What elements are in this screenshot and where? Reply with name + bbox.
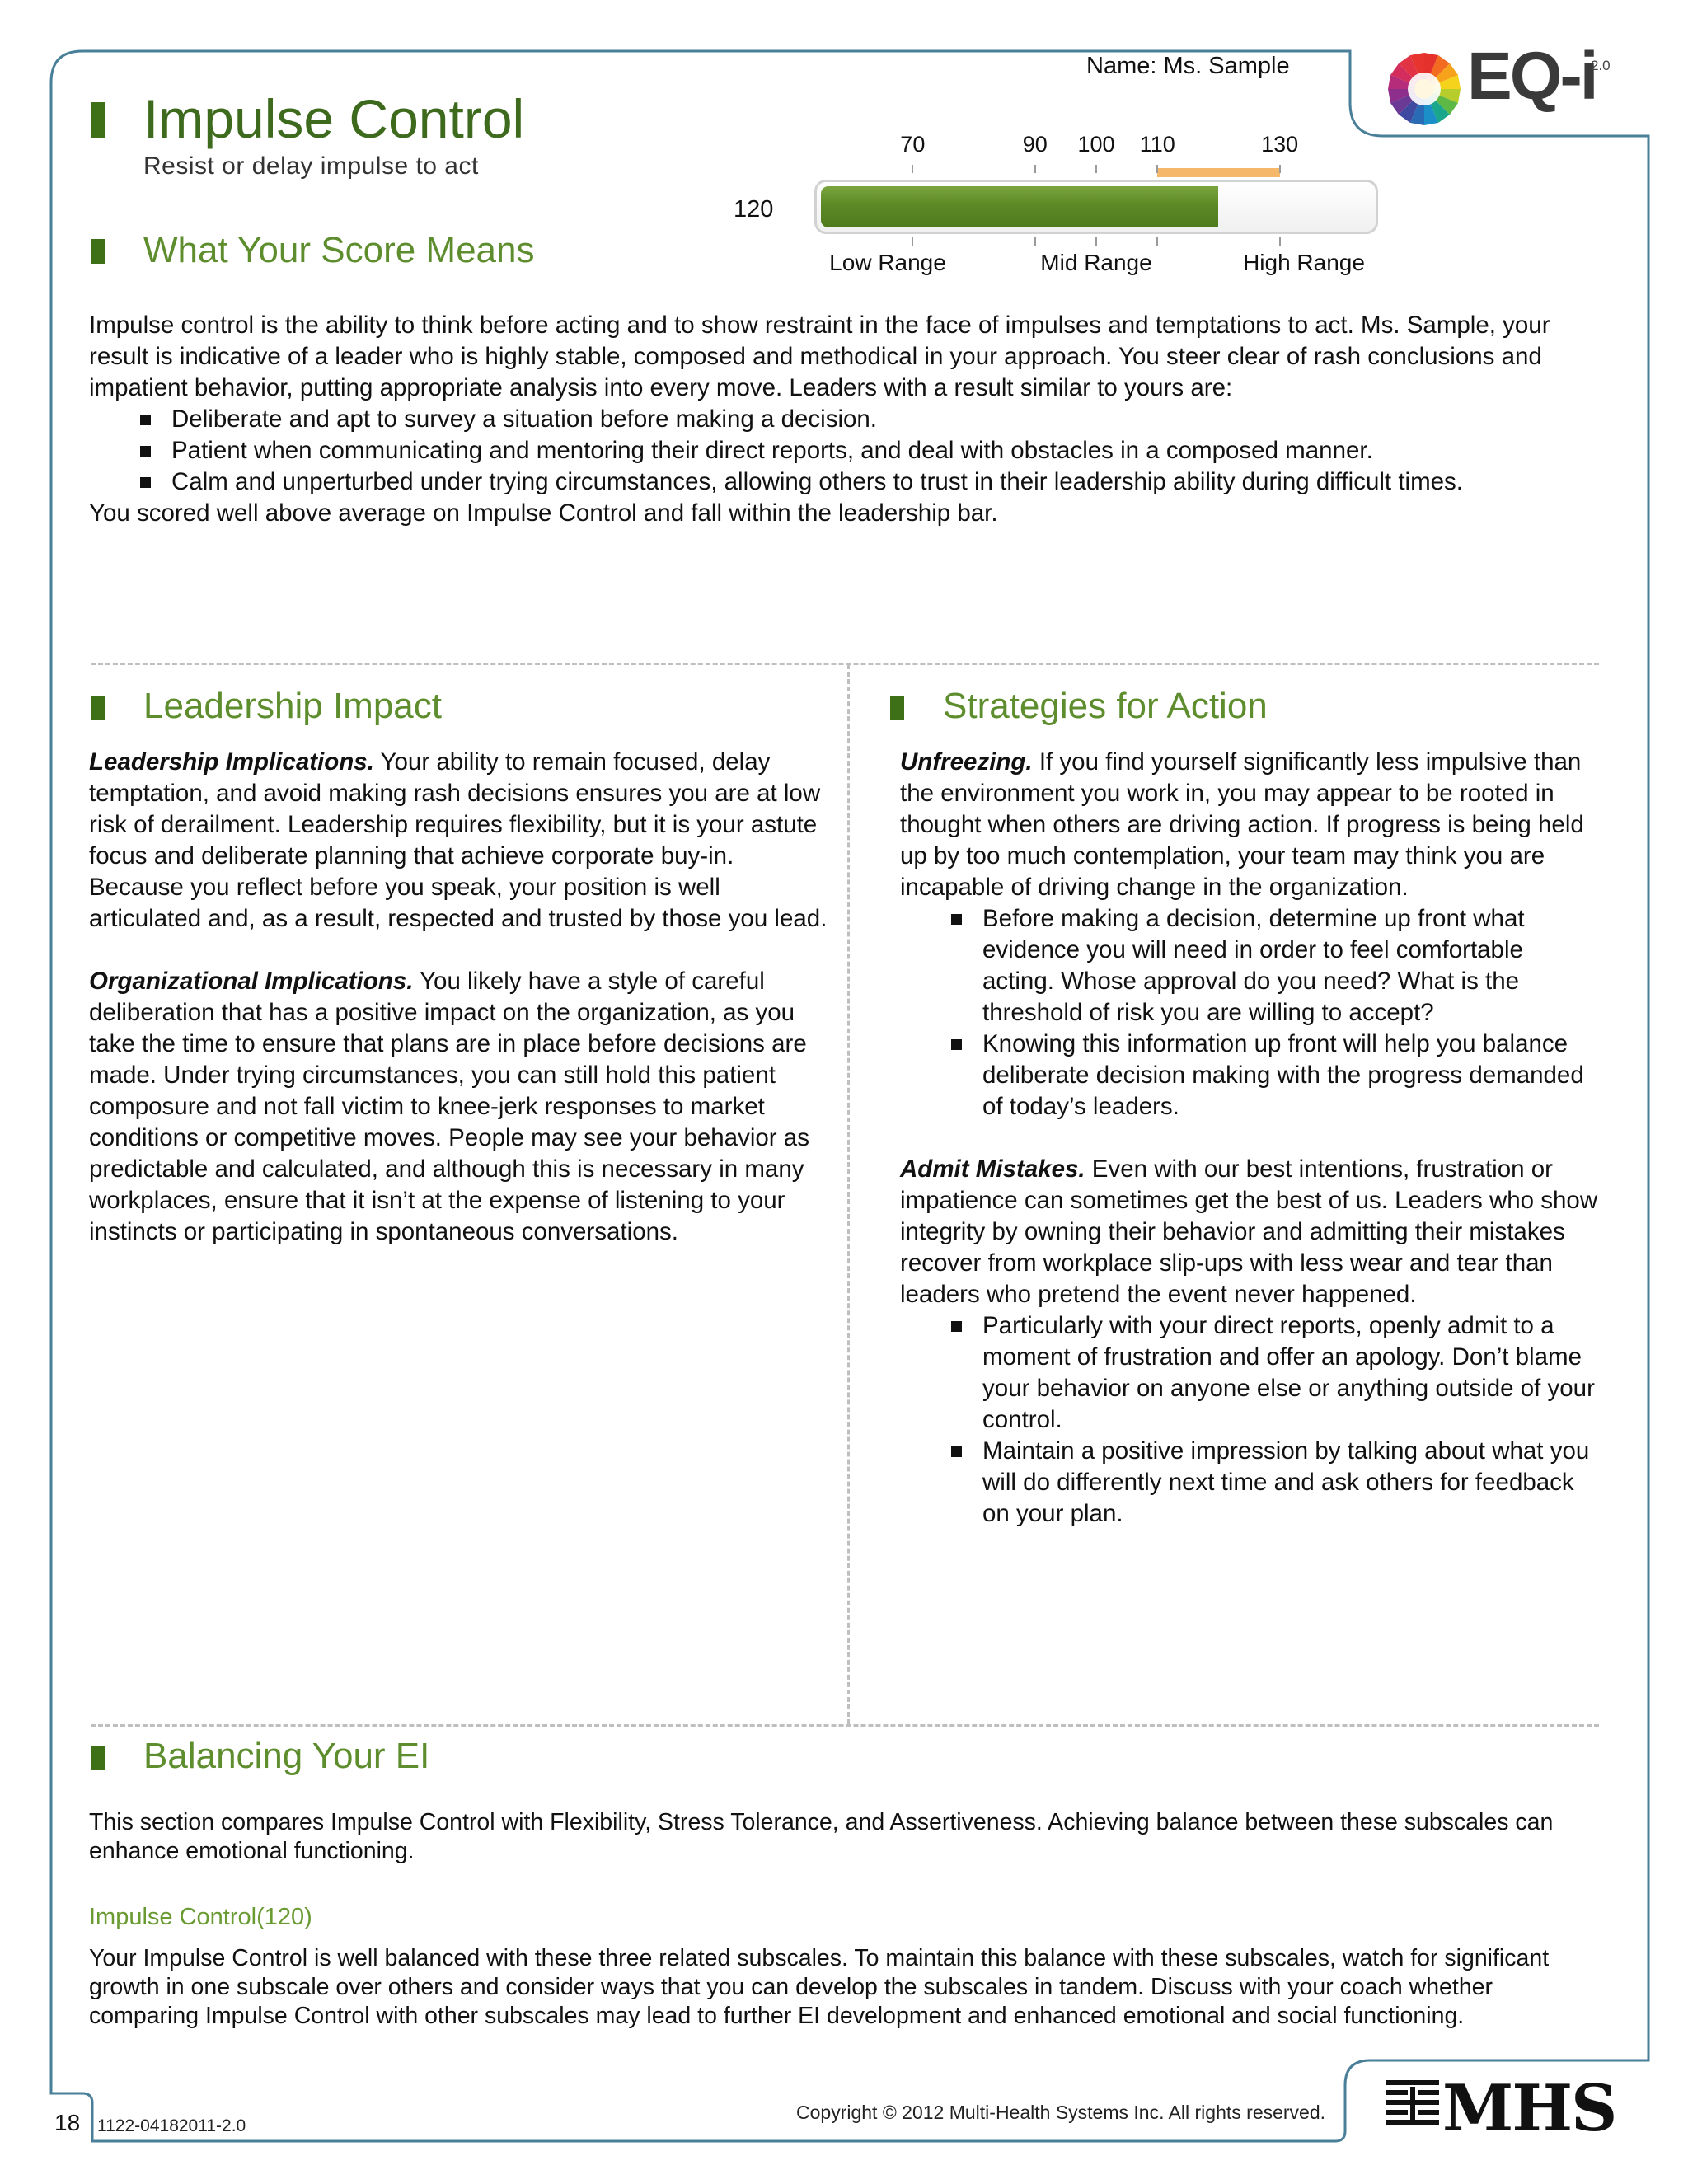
- eq-i-logo-text: EQ-i: [1467, 39, 1597, 114]
- admit-mistakes-title: Admit Mistakes.: [900, 1155, 1085, 1183]
- column-divider: [847, 664, 850, 1724]
- scale-tick-mark: [1034, 237, 1036, 246]
- list-item: Particularly with your direct reports, openly admit to a moment of frustration and offer an apology. Don’t blame your behavior on anyone else or anything outside of your control.: [900, 1310, 1601, 1436]
- balancing-heading: Balancing Your EI: [143, 1736, 430, 1776]
- scale-tick-label: 110: [1139, 132, 1175, 157]
- scale-tick-mark: [1034, 165, 1036, 173]
- mhs-logo-text: MHS: [1442, 2071, 1616, 2146]
- leadership-implications-paragraph: [89, 747, 831, 935]
- section-marker-icon: [91, 239, 105, 264]
- unfreezing-text: If you find yourself significantly less impulsive than the environment you work in, you may appear to be rooted in thought when others are driving action. If progress is being held up by too much contemplation, your team may think you are incapable of driving change in the organization.: [900, 748, 1584, 901]
- scale-tick-mark: [1279, 237, 1281, 246]
- strategies-body: [900, 747, 1601, 1530]
- list-item: Before making a decision, determine up front what evidence you will need in order to feel comfortable acting. Whose approval do you need? What is the threshold of risk you are willing to accept?: [900, 903, 1601, 1029]
- unfreezing-title: Unfreezing.: [900, 748, 1033, 776]
- scale-tick-mark: [1156, 165, 1158, 173]
- list-item: Maintain a positive impression by talking about what you will do differently next time and ask others for feedback on your plan.: [900, 1436, 1601, 1530]
- client-name-label: Name: Ms. Sample: [1086, 53, 1290, 79]
- page-number: 18: [54, 2110, 81, 2135]
- scale-tick-mark: [912, 237, 913, 246]
- section-divider: [91, 1724, 1599, 1727]
- leadership-impact-body: [89, 747, 831, 1248]
- score-means-list: [89, 404, 1606, 498]
- balancing-subheading: Impulse Control(120): [89, 1904, 312, 1930]
- unfreezing-paragraph: [900, 747, 1601, 903]
- document-code: 1122-04182011-2.0: [97, 2116, 246, 2135]
- strategies-heading: Strategies for Action: [943, 686, 1268, 726]
- scale-tick-label: 130: [1261, 132, 1299, 157]
- page-subtitle: Resist or delay impulse to act: [143, 152, 479, 180]
- scale-tick-label: 70: [900, 132, 926, 157]
- score-means-intro: Impulse control is the ability to think before acting and to show restraint in the face of impulses and temptations to act. Ms. Sample, your result is indicative of a leader who is highly stable, composed and methodical in your approach. You steer clear of rash conclusions and impatient behavior, putting appropriate analysis into every move. Leaders with a result similar to yours are:: [89, 312, 1550, 401]
- leadership-implications-title: Leadership Implications.: [89, 748, 374, 776]
- leadership-impact-heading: Leadership Impact: [143, 686, 442, 726]
- leadership-bar: [1157, 168, 1279, 177]
- organizational-implications-title: Organizational Implications.: [89, 968, 414, 995]
- section-marker-icon: [91, 696, 105, 720]
- organizational-implications-text: You likely have a style of careful deliberation that has a positive impact on the organization, as you take the time to ensure that plans are in place before decisions are made. Under trying circumstances, you can still hold this patient composure and not fall victim to knee-jerk responses to market conditions or competitive moves. People may see your behavior as predictable and calculated, and although this is necessary in many workplaces, ensure that it isn’t at the expense of listening to your instincts or participating in spontaneous conversations.: [89, 968, 809, 1245]
- admit-mistakes-list: [900, 1310, 1601, 1530]
- eq-i-logo-icon: [1385, 49, 1464, 129]
- scale-tick-mark: [912, 165, 913, 173]
- section-divider: [91, 663, 1599, 665]
- scale-tick-label: 90: [1022, 132, 1048, 157]
- unfreezing-list: [900, 903, 1601, 1122]
- scale-tick-mark: [1095, 237, 1097, 246]
- scale-tick-mark: [1156, 237, 1158, 246]
- scale-tick-mark: [1279, 165, 1281, 173]
- title-marker-icon: [91, 102, 105, 138]
- score-bar-fill: [821, 186, 1218, 227]
- range-label-mid: Mid Range: [1040, 250, 1152, 275]
- list-item: Deliberate and apt to survey a situation before making a decision.: [89, 404, 1606, 435]
- scale-tick-label: 100: [1077, 132, 1115, 157]
- organizational-implications-paragraph: [89, 966, 831, 1248]
- list-item: Knowing this information up front will help you balance deliberate decision making with the progress demanded of today’s leaders.: [900, 1029, 1601, 1122]
- score-means-section: [89, 310, 1606, 529]
- score-means-heading: What Your Score Means: [143, 230, 535, 270]
- scale-tick-mark: [1095, 165, 1097, 173]
- balancing-intro: This section compares Impulse Control with Flexibility, Stress Tolerance, and Assertiveness. Achieving balance between these subscales can enhance emotional functioning.: [89, 1809, 1554, 1864]
- range-label-high: High Range: [1243, 250, 1365, 275]
- admit-mistakes-paragraph: [900, 1154, 1601, 1310]
- page-title: Impulse Control: [143, 88, 525, 149]
- admit-mistakes-text: Even with our best intentions, frustration or impatience can sometimes get the best of us. Leaders who show integrity by owning their behavior and admitting their mistakes recover from workplace slip-ups with less wear and tear than leaders who pretend the event never happened.: [900, 1155, 1598, 1308]
- leadership-implications-text: Your ability to remain focused, delay temptation, and avoid making rash decisions ensures you are at low risk of derailment. Leadership requires flexibility, but it is your astute focus and deliberate planning that achieve corporate buy-in. Because you reflect before you speak, your position is well articulated and, as a result, respected and trusted by those you lead.: [89, 748, 828, 932]
- list-item: Calm and unperturbed under trying circumstances, allowing others to trust in their leadership ability during difficult times.: [89, 466, 1606, 498]
- balancing-text: Your Impulse Control is well balanced with these three related subscales. To maintain this balance with these subscales, watch for significant growth in one subscale over others and consider ways that you can develop the subscales in tandem. Discuss with your coach whether comparing Impulse Control with other subscales may lead to further EI development and enhanced emotional and social functioning.: [89, 1945, 1550, 2029]
- score-value-label: 120: [734, 196, 774, 223]
- section-marker-icon: [91, 1746, 105, 1770]
- list-item: Patient when communicating and mentoring their direct reports, and deal with obstacles in a composed manner.: [89, 435, 1606, 466]
- copyright-notice: Copyright © 2012 Multi-Health Systems Inc. All rights reserved.: [796, 2102, 1326, 2123]
- score-means-closing: You scored well above average on Impulse Control and fall within the leadership bar.: [89, 499, 998, 527]
- mhs-logo-icon: [1386, 2079, 1439, 2128]
- section-marker-icon: [890, 696, 904, 720]
- range-label-low: Low Range: [829, 250, 946, 275]
- eq-i-logo-version: 2.0: [1591, 58, 1611, 73]
